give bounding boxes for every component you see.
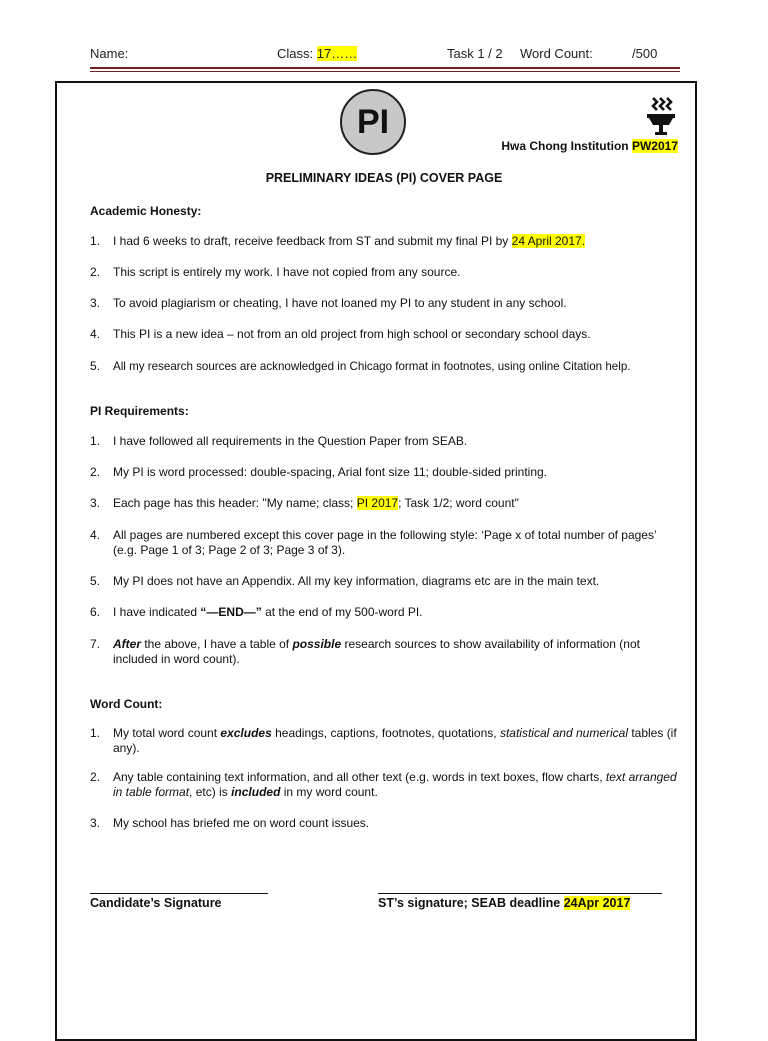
word-count-heading: Word Count: xyxy=(90,697,163,711)
academic-honesty-heading: Academic Honesty: xyxy=(90,204,202,218)
list-item: 3. Each page has this header: "My name; class; PI 2017; Task 1/2; word count" xyxy=(90,496,519,510)
page-title: PRELIMINARY IDEAS (PI) COVER PAGE xyxy=(265,171,503,185)
name-label: Name: xyxy=(90,46,129,61)
seab-deadline-highlight: 24Apr 2017 xyxy=(563,896,631,910)
list-item: 2. Any table containing text information, and all other text (e.g. words in text boxes, flow charts, text arranged in table format, etc) is included in my word count. xyxy=(90,770,677,799)
list-item: 4. All pages are numbered except this cover page in the following style: ‘Page x of total number of pages’ (e.g. Page 1 of 3; Page 2 of 3; Page 3 of 3). xyxy=(90,528,657,557)
st-signature-line xyxy=(378,893,662,894)
list-item: 2. My PI is word processed: double-spacing, Arial font size 11; double-sided printing. xyxy=(90,465,548,479)
word-total: /500 xyxy=(632,46,658,61)
list-item: 1. I had 6 weeks to draft, receive feedback from ST and submit my final PI by 24 April 2017. xyxy=(90,234,586,248)
header-rule-top xyxy=(90,67,680,69)
class-value: 17…… xyxy=(316,46,358,61)
list-item: 1. I have followed all requirements in the Question Paper from SEAB. xyxy=(90,434,468,448)
institution-line xyxy=(501,139,678,153)
pi-year-highlight: PI 2017 xyxy=(356,496,399,510)
list-item: 3. To avoid plagiarism or cheating, I have not loaned my PI to any student in any school. xyxy=(90,296,567,310)
institution-logo-icon xyxy=(645,96,677,136)
word-count-label: Word Count: xyxy=(520,46,593,61)
candidate-signature-line xyxy=(90,893,268,894)
list-item: 7. After the above, I have a table of possible research sources to show availability of information (not included in word count). xyxy=(90,637,640,666)
list-item: 4. This PI is a new idea – not from an old project from high school or secondary school days. xyxy=(90,327,591,341)
institution-code: PW2017 xyxy=(631,139,678,153)
institution-name: Hwa Chong Institution xyxy=(501,139,629,153)
list-item: 1. My total word count excludes headings, captions, footnotes, quotations, statistical and numerical tables (if any). xyxy=(90,726,677,755)
list-item: 2. This script is entirely my work. I have not copied from any source. xyxy=(90,265,461,279)
list-item: 5. My PI does not have an Appendix. All my key information, diagrams etc are in the main text. xyxy=(90,574,600,588)
pi-requirements-heading: PI Requirements: xyxy=(90,404,189,418)
task-label: Task 1 / 2 xyxy=(447,46,503,61)
header-rule-bottom xyxy=(90,71,680,72)
class-field xyxy=(277,46,357,61)
deadline-highlight: 24 April 2017. xyxy=(511,234,586,248)
class-label: Class: xyxy=(277,46,314,61)
list-item: 5. All my research sources are acknowledged in Chicago format in footnotes, using online Citation help. xyxy=(90,359,631,373)
pi-badge: PI xyxy=(340,89,406,155)
list-item: 6. I have indicated “—END—” at the end of my 500-word PI. xyxy=(90,605,423,619)
list-item: 3. My school has briefed me on word count issues. xyxy=(90,816,370,830)
candidate-signature-label: Candidate’s Signature xyxy=(90,896,222,910)
st-signature-label: ST’s signature; SEAB deadline 24Apr 2017 xyxy=(378,896,631,910)
